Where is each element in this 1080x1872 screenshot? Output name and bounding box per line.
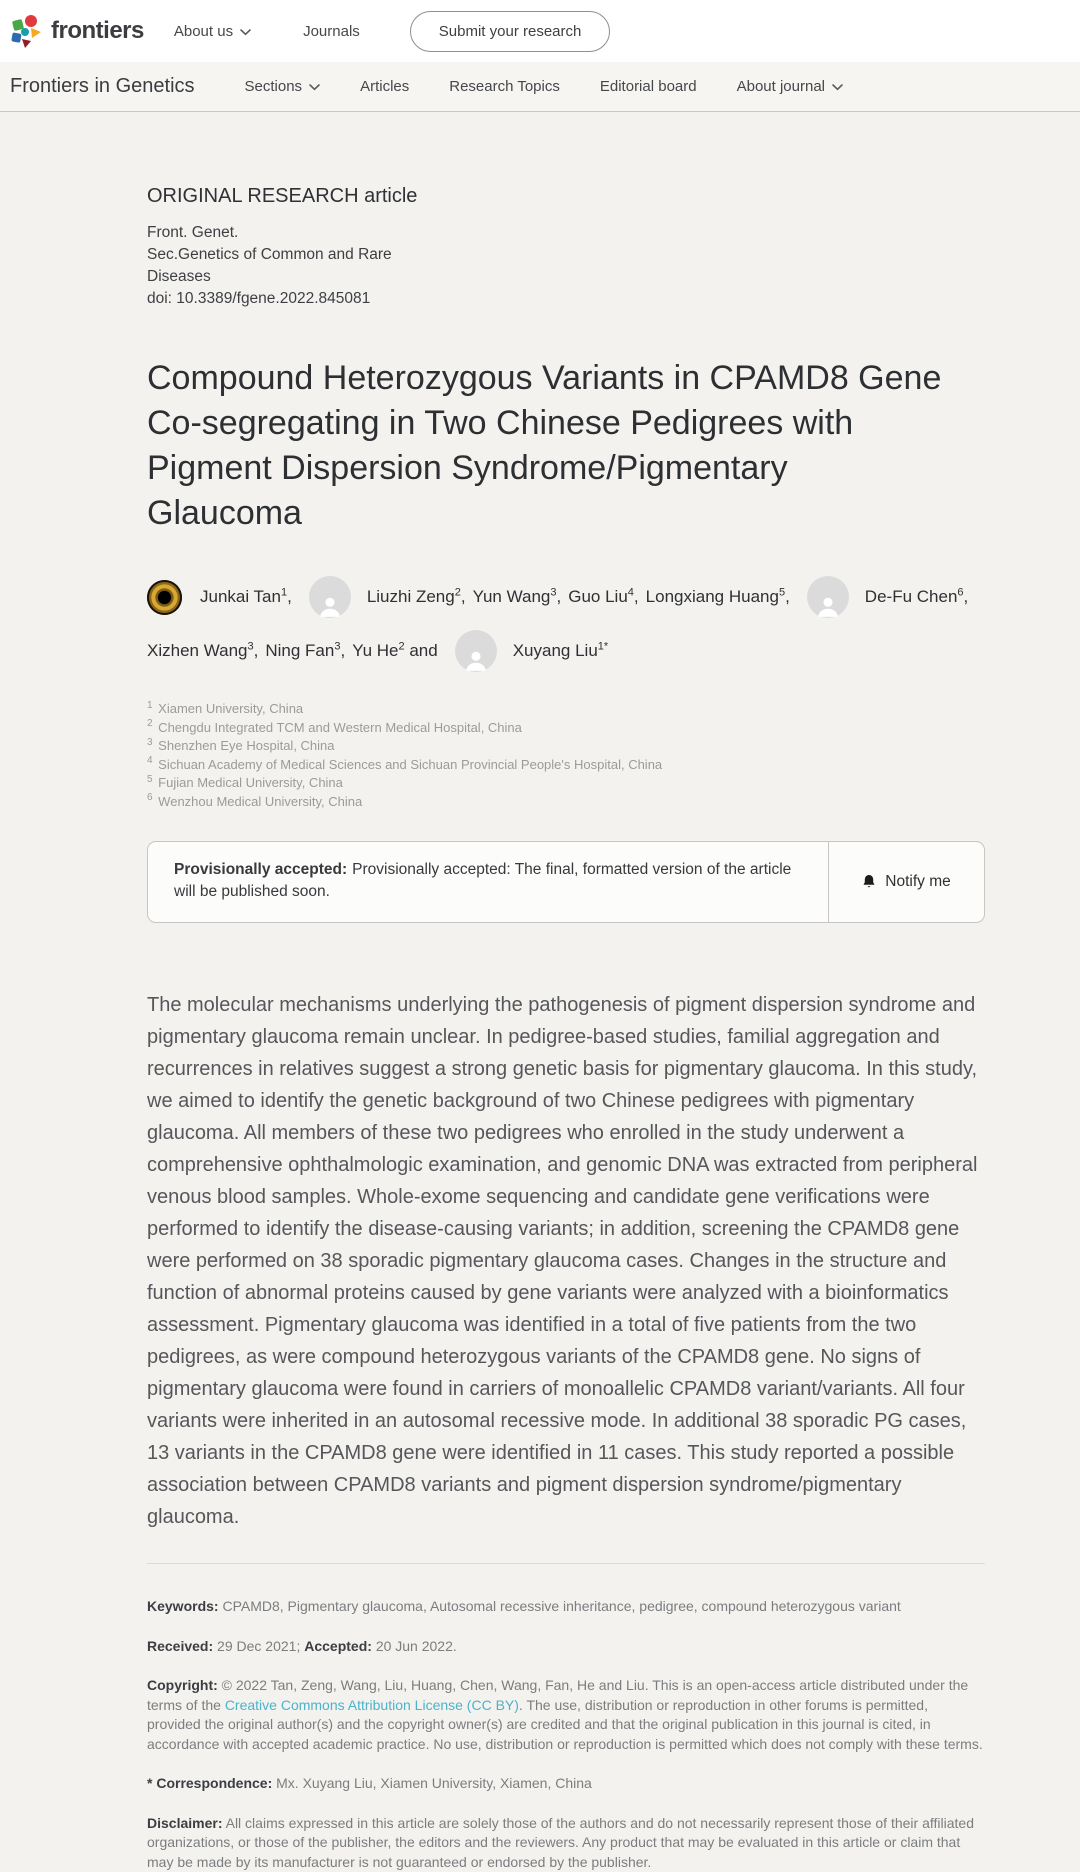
- article-section: Sec.Genetics of Common and Rare Diseases: [147, 244, 399, 288]
- author-name: Guo Liu$^4$,: [568, 587, 638, 607]
- affiliation-item: $^1$ Xiamen University, China: [147, 700, 987, 719]
- notify-me-button[interactable]: [828, 842, 984, 922]
- journal-nav-item-research-topics[interactable]: Research Topics: [449, 78, 560, 95]
- received-label: Received:: [147, 1638, 213, 1654]
- article-type-label: ORIGINAL RESEARCH article: [147, 185, 987, 208]
- journal-bar: [0, 62, 1080, 112]
- disclaimer-line: [147, 1814, 985, 1872]
- provisional-label: Provisionally accepted:: [174, 861, 347, 878]
- frontiers-logo-text: frontiers: [51, 17, 144, 45]
- author-avatar-photo: [147, 580, 182, 615]
- provisional-accepted-box: [147, 841, 985, 923]
- chevron-down-icon: [240, 29, 251, 36]
- copyright-label: Copyright:: [147, 1677, 218, 1693]
- provisional-text: [148, 842, 828, 922]
- provisional-message: Provisionally accepted: The final, formatted version of the article will be published soon.: [174, 861, 791, 900]
- received-value: 29 Dec 2021;: [217, 1638, 300, 1654]
- author-name: Yu He$^2$ and: [352, 641, 438, 661]
- affiliations-list: [147, 700, 987, 811]
- header-nav: [174, 23, 360, 40]
- copyright-text-pre: © 2022 Tan, Zeng, Wang, Liu, Huang, Chen, Wang, Fan, He and Liu. This is an open-access article distributed under the terms of the: [147, 1677, 968, 1713]
- chevron-down-icon: [832, 84, 843, 91]
- dates-line: [147, 1637, 985, 1657]
- author-avatar-placeholder: [309, 576, 351, 618]
- site-header: [0, 0, 1080, 62]
- journal-nav: [245, 78, 844, 95]
- author-name: Longxiang Huang$^5$,: [646, 587, 790, 607]
- author-name: Ning Fan$^3$,: [265, 641, 345, 661]
- journal-nav-item-editorial-board[interactable]: Editorial board: [600, 78, 697, 95]
- chevron-down-icon: [309, 84, 320, 91]
- accepted-label: Accepted:: [304, 1638, 372, 1654]
- author-name: Yun Wang$^3$,: [473, 587, 562, 607]
- affiliation-item: $^6$ Wenzhou Medical University, China: [147, 793, 987, 812]
- section-divider: [147, 1563, 985, 1564]
- correspondence-line: [147, 1774, 985, 1794]
- person-icon: [317, 592, 343, 618]
- affiliation-item: $^5$ Fujian Medical University, China: [147, 774, 987, 793]
- keywords-label: Keywords:: [147, 1598, 219, 1614]
- affiliation-item: $^2$ Chengdu Integrated TCM and Western Medical Hospital, China: [147, 719, 987, 738]
- correspondence-value: Mx. Xuyang Liu, Xiamen University, Xiamen, China: [276, 1775, 592, 1791]
- disclaimer-value: All claims expressed in this article are solely those of the authors and do not necessarily represent those of their affiliated organizations, or those of the publisher, the editors and the reviewers. Any product that may be evaluated in this article or claim that may be made by its manufacturer is not guaranteed or endorsed by the publisher.: [147, 1815, 974, 1870]
- cc-by-license-link[interactable]: Creative Commons Attribution License (CC BY): [225, 1697, 519, 1713]
- keywords-line: [147, 1597, 985, 1617]
- author-name: Xizhen Wang$^3$,: [147, 641, 258, 661]
- person-icon: [463, 646, 489, 672]
- author-name: Liuzhi Zeng$^2$,: [367, 587, 466, 607]
- author-name: Xuyang Liu$^{1*}$: [513, 641, 608, 661]
- authors-block: [147, 576, 987, 672]
- abstract-text: The molecular mechanisms underlying the pathogenesis of pigment dispersion syndrome and pigmentary glaucoma remain unclear. In pedigree-based studies, familial aggregation and recurrences in relatives suggest a strong genetic basis for pigmentary glaucoma. In this study, we aimed to identify the genetic background of two Chinese pedigrees with pigmentary glaucoma. All members of these two pedigrees who enrolled in the study underwent a comprehensive ophthalmologic examination, and genomic DNA was extracted from peripheral venous blood samples. Whole-exome sequencing and candidate gene verifications were performed to identify the disease-causing variants; in addition, screening the CPAMD8 gene were performed on 38 sporadic pigmentary glaucoma cases. Changes in the structure and function of abnormal proteins caused by gene variants were analyzed with a bioinformatics assessment. Pigmentary glaucoma was identified in a total of five patients from the two pedigrees, as were compound heterozygous variants of the CPAMD8 gene. No signs of pigmentary glaucoma were found in carriers of monoallelic CPAMD8 variant/variants. All four variants were inherited in an autosomal recessive mode. In additional 38 sporadic PG cases, 13 variants in the CPAMD8 gene were identified in 11 cases. This study reported a possible association between CPAMD8 variants and pigment dispersion syndrome/pigmentary glaucoma.: [147, 989, 987, 1533]
- person-icon: [815, 592, 841, 618]
- bell-icon: [862, 874, 876, 890]
- header-nav-item-journals[interactable]: Journals: [303, 23, 360, 40]
- copyright-text-post: . The use, distribution or reproduction in other forums is permitted, provided the original author(s) and the copyright owner(s) are credited and that the original publication in this journal is cited, in accordance with accepted academic practice. No use, distribution or reproduction is permitted which does not comply with these terms.: [147, 1697, 983, 1752]
- article-main: [147, 112, 987, 1872]
- article-title: Compound Heterozygous Variants in CPAMD8 Gene Co-segregating in Two Chinese Pedigrees with Pigment Dispersion Syndrome/Pigmentary Glaucoma: [147, 356, 947, 536]
- article-meta: [147, 222, 987, 310]
- journal-nav-item-about-journal[interactable]: About journal: [737, 78, 843, 95]
- notify-me-label: Notify me: [885, 873, 950, 891]
- authors-row-1: [147, 576, 987, 618]
- author-avatar-placeholder: [807, 576, 849, 618]
- article-footer-meta: [147, 1597, 985, 1872]
- accepted-value: 20 Jun 2022.: [376, 1638, 457, 1654]
- journal-nav-item-articles[interactable]: Articles: [360, 78, 409, 95]
- affiliation-item: $^4$ Sichuan Academy of Medical Sciences and Sichuan Provincial People's Hospital, China: [147, 756, 987, 775]
- author-avatar-placeholder: [455, 630, 497, 672]
- author-name: Junkai Tan$^1$,: [200, 587, 292, 607]
- submit-research-button[interactable]: Submit your research: [410, 11, 611, 52]
- journal-name-link[interactable]: Frontiers in Genetics: [10, 75, 195, 98]
- keywords-value: CPAMD8, Pigmentary glaucoma, Autosomal recessive inheritance, pedigree, compound heterozygous variant: [222, 1598, 900, 1614]
- article-doi: doi: 10.3389/fgene.2022.845081: [147, 288, 987, 310]
- journal-nav-item-sections[interactable]: Sections: [245, 78, 321, 95]
- correspondence-label: * Correspondence:: [147, 1775, 272, 1791]
- authors-row-2: [147, 630, 987, 672]
- header-nav-item-about-us[interactable]: About us: [174, 23, 251, 40]
- copyright-line: [147, 1676, 985, 1754]
- affiliation-item: $^3$ Shenzhen Eye Hospital, China: [147, 737, 987, 756]
- journal-abbrev: Front. Genet.: [147, 222, 987, 244]
- frontiers-logo[interactable]: [10, 13, 144, 49]
- disclaimer-label: Disclaimer:: [147, 1815, 222, 1831]
- frontiers-logo-icon: [10, 13, 42, 49]
- author-name: De-Fu Chen$^6$,: [865, 587, 968, 607]
